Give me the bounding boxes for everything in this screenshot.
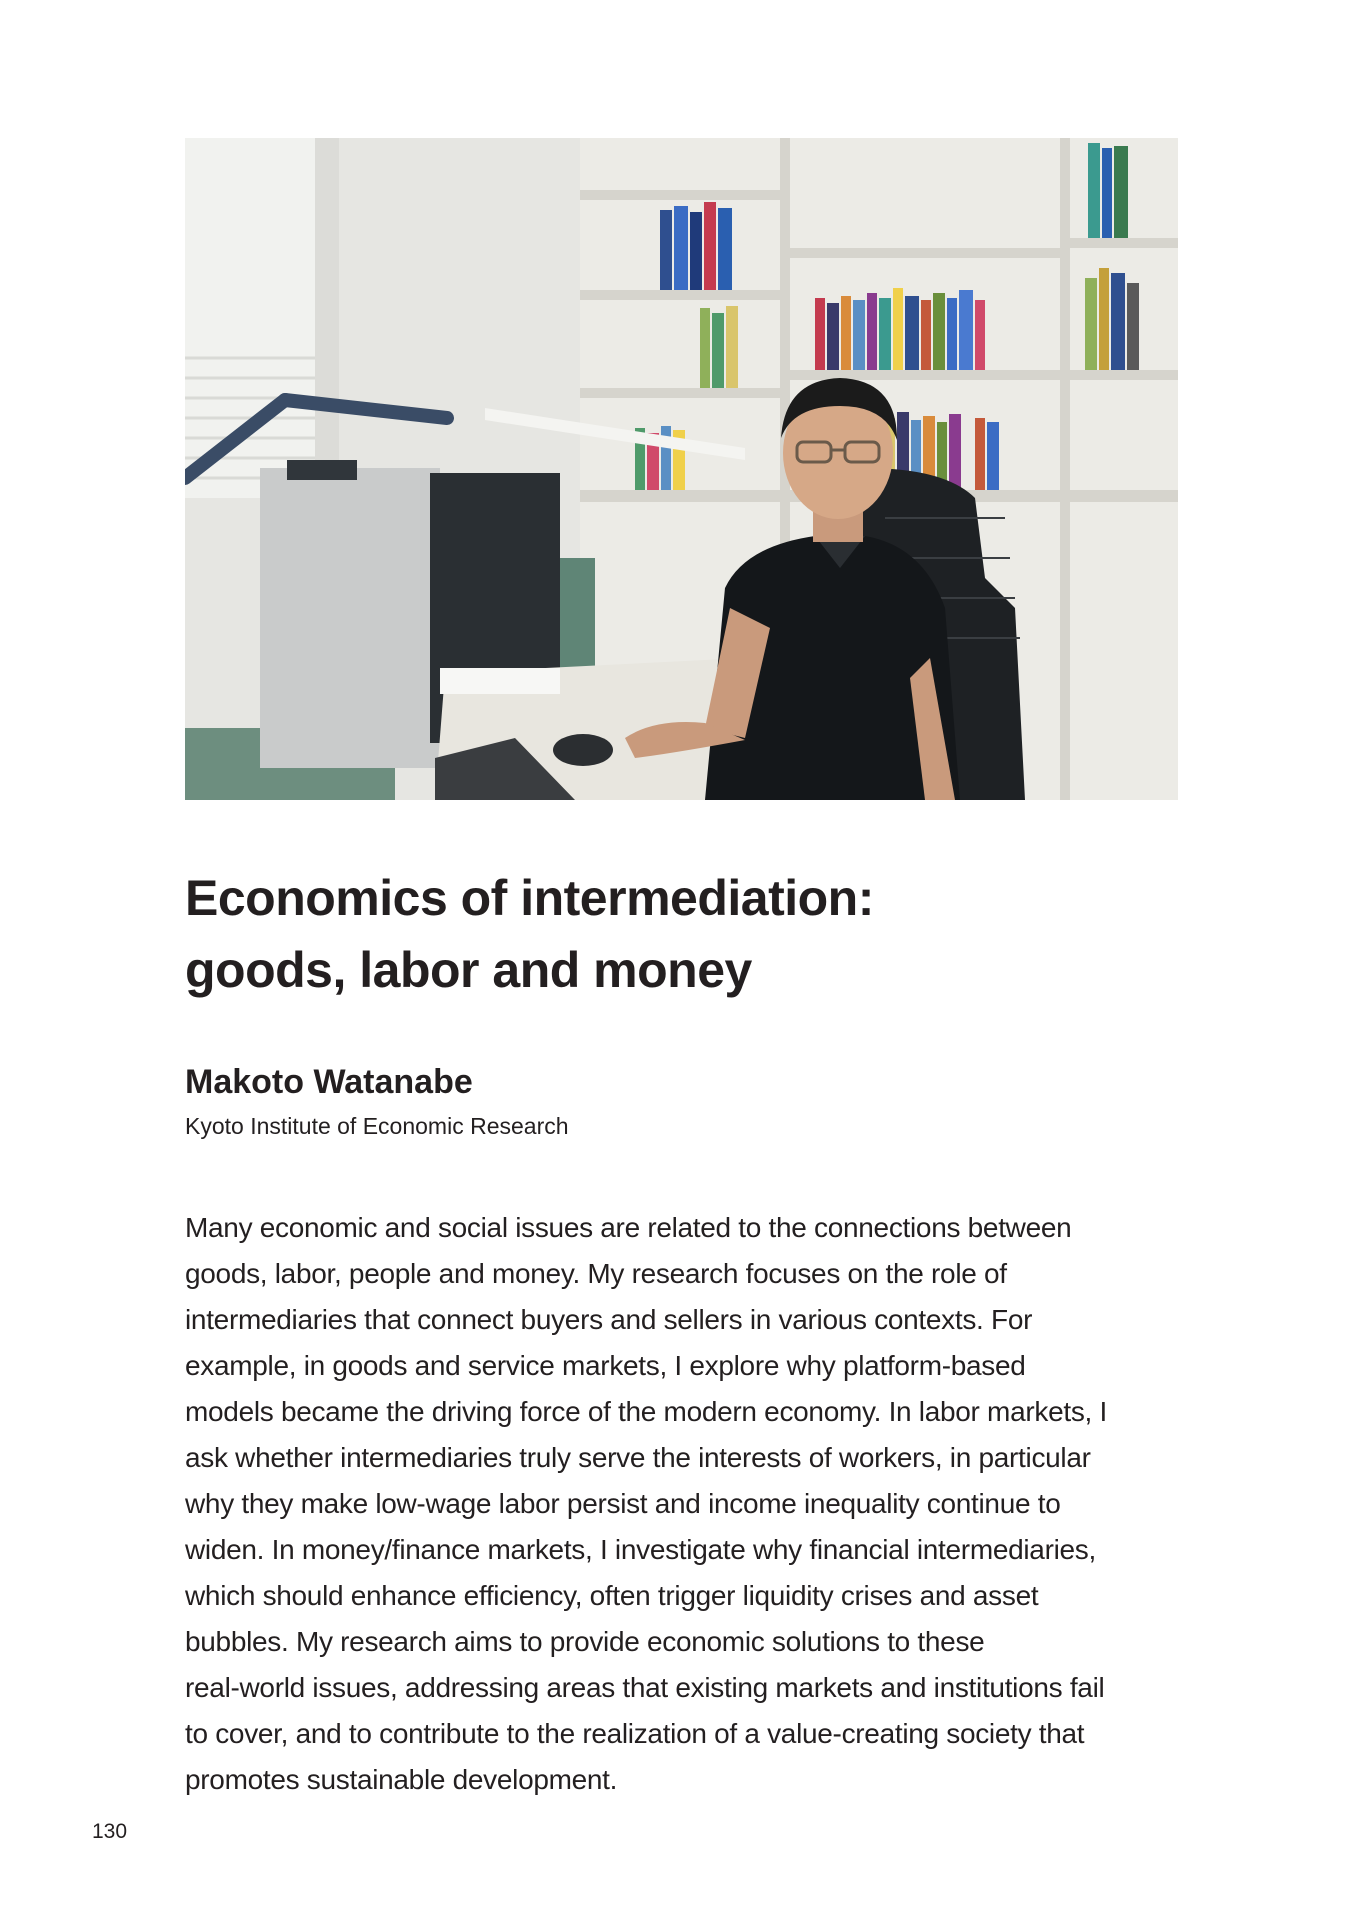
article-title-line: Economics of intermediation: [185,870,874,926]
article-body [185,1205,1195,1803]
article-title-line: goods, labor and money [185,942,752,998]
author-name: Makoto Watanabe [185,1063,473,1101]
body-line: promotes sustainable development. [185,1764,618,1795]
body-line: intermediaries that connect buyers and sellers in various contexts. For [185,1304,1033,1335]
body-line: goods, labor, people and money. My research focuses on the role of [185,1258,1007,1289]
body-line: example, in goods and service markets, I explore why platform-based [185,1350,1026,1381]
body-line: models became the driving force of the modern economy. In labor markets, I [185,1396,1107,1427]
body-line: why they make low-wage labor persist and income inequality continue to [185,1488,1061,1519]
body-line: which should enhance efficiency, often trigger liquidity crises and asset [185,1580,1039,1611]
body-line: ask whether intermediaries truly serve the interests of workers, in particular [185,1442,1091,1473]
body-line: to cover, and to contribute to the realization of a value-creating society that [185,1718,1085,1749]
page-number: 130 [92,1820,128,1843]
portrait-photo [185,138,1178,800]
article-title [185,862,1178,1006]
body-line: Many economic and social issues are related to the connections between [185,1212,1072,1243]
body-line: bubbles. My research aims to provide economic solutions to these [185,1626,985,1657]
body-line: widen. In money/finance markets, I investigate why financial intermediaries, [185,1534,1096,1565]
body-line: real-world issues, addressing areas that existing markets and institutions fail [185,1672,1105,1703]
author-affiliation: Kyoto Institute of Economic Research [185,1113,569,1139]
